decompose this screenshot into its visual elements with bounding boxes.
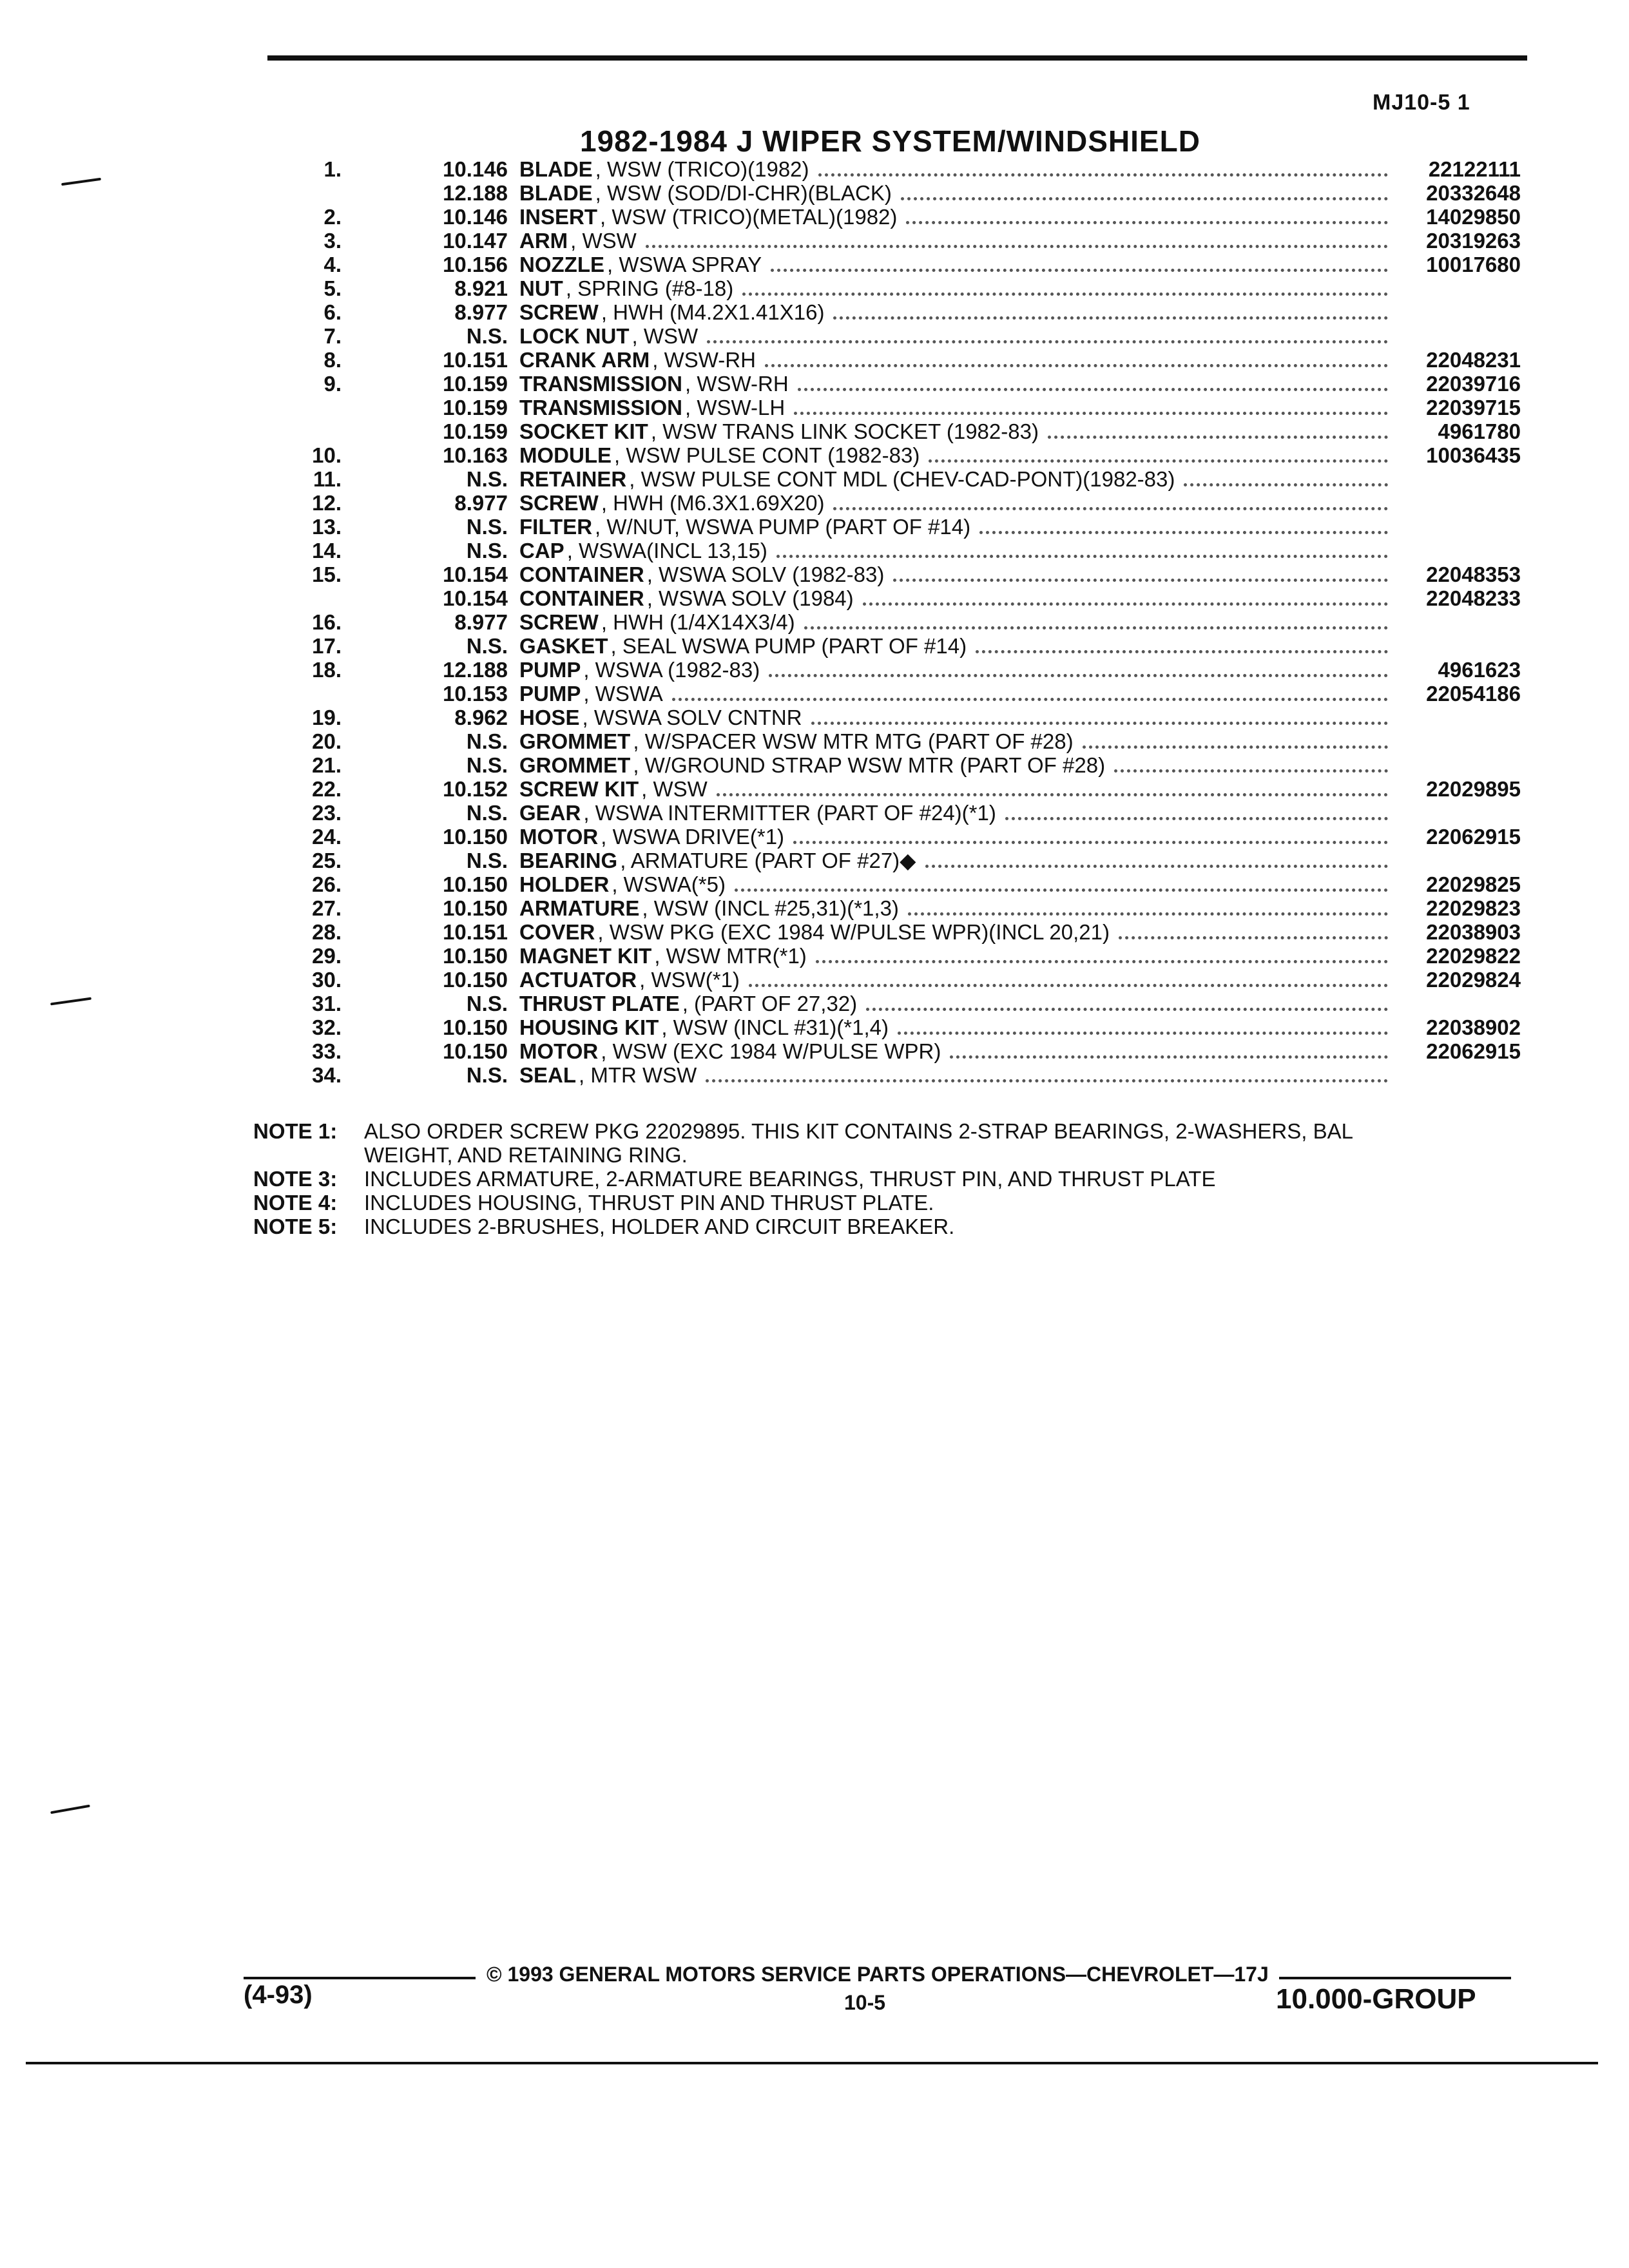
- part-name: CRANK ARM: [519, 348, 650, 372]
- part-name: MAGNET KIT: [519, 944, 652, 968]
- item-number: 9.: [323, 372, 342, 396]
- group-label: 10.000-GROUP: [1276, 1983, 1476, 2015]
- item-number: 4.: [323, 253, 342, 276]
- part-description: , HWH (M4.2X1.41X16): [601, 300, 825, 324]
- part-number: 22029895: [1426, 777, 1521, 801]
- part-row: [258, 1063, 1521, 1087]
- item-number: 23.: [312, 801, 342, 825]
- group-number: 8.977: [454, 610, 508, 634]
- part-number: 10036435: [1426, 443, 1521, 467]
- dot-leader: [646, 244, 1388, 248]
- dot-leader: [707, 340, 1388, 343]
- item-number: 3.: [323, 229, 342, 253]
- part-row: [258, 253, 1521, 276]
- part-name: SCREW: [519, 300, 599, 324]
- part-row: [258, 181, 1521, 205]
- dot-leader: [765, 363, 1388, 367]
- part-description: , (PART OF 27,32): [682, 992, 858, 1015]
- item-number: 34.: [312, 1063, 342, 1087]
- part-name: PUMP: [519, 658, 581, 682]
- dot-leader: [804, 626, 1388, 629]
- group-number: 10.159: [443, 396, 508, 419]
- part-name: LOCK NUT: [519, 324, 630, 348]
- group-number: N.S.: [466, 1063, 508, 1087]
- part-description: , WSW (EXC 1984 W/PULSE WPR): [601, 1039, 941, 1063]
- group-number: N.S.: [466, 801, 508, 825]
- group-number: 10.146: [443, 157, 508, 181]
- part-row: [258, 348, 1521, 372]
- note-text: [364, 1119, 1529, 1167]
- part-row: [258, 372, 1521, 396]
- dot-leader: [706, 1079, 1388, 1082]
- note: [253, 1191, 1529, 1215]
- group-number: 10.159: [443, 419, 508, 443]
- part-row: [258, 872, 1521, 896]
- part-name: ARM: [519, 229, 568, 253]
- part-row: [258, 539, 1521, 562]
- part-row: [258, 825, 1521, 849]
- group-number: N.S.: [466, 729, 508, 753]
- group-number: 10.159: [443, 372, 508, 396]
- part-name: MOTOR: [519, 825, 599, 849]
- part-name: TRANSMISSION: [519, 396, 683, 419]
- dot-leader: [717, 793, 1388, 796]
- group-number: 10.156: [443, 253, 508, 276]
- part-row: [258, 157, 1521, 181]
- item-number: 29.: [312, 944, 342, 968]
- part-description: , WSW-LH: [685, 396, 786, 419]
- part-row: [258, 419, 1521, 443]
- part-number: 22038903: [1426, 920, 1521, 944]
- part-name: GROMMET: [519, 729, 631, 753]
- dot-leader: [898, 1031, 1388, 1035]
- part-name: GEAR: [519, 801, 581, 825]
- page-title: 1982-1984 J WIPER SYSTEM/WINDSHIELD: [580, 124, 1200, 158]
- part-name: NUT: [519, 276, 563, 300]
- part-name: HOSE: [519, 706, 580, 729]
- part-row: [258, 562, 1521, 586]
- part-name: INSERT: [519, 205, 598, 229]
- part-name: SCREW: [519, 610, 599, 634]
- part-row: [258, 205, 1521, 229]
- group-number: 12.188: [443, 181, 508, 205]
- note-line: INCLUDES 2-BRUSHES, HOLDER AND CIRCUIT BREAKER.: [364, 1215, 955, 1238]
- group-number: 10.150: [443, 968, 508, 992]
- group-number: 8.962: [454, 706, 508, 729]
- part-name: MODULE: [519, 443, 612, 467]
- page-number: 10-5: [844, 1991, 886, 2014]
- group-number: N.S.: [466, 849, 508, 872]
- dot-leader: [950, 1055, 1388, 1059]
- part-number: 4961780: [1438, 419, 1521, 443]
- part-name: ARMATURE: [519, 896, 640, 920]
- dot-leader: [976, 649, 1388, 653]
- part-number: 22048231: [1426, 348, 1521, 372]
- item-number: 21.: [312, 753, 342, 777]
- part-number: 22062915: [1426, 825, 1521, 849]
- copyright-line: © 1993 GENERAL MOTORS SERVICE PARTS OPERATIONS—CHEVROLET—17J: [487, 1963, 1269, 1986]
- group-number: 10.152: [443, 777, 508, 801]
- part-number: 14029850: [1426, 205, 1521, 229]
- group-number: N.S.: [466, 634, 508, 658]
- note-label: NOTE 1:: [253, 1119, 338, 1143]
- part-name: TRANSMISSION: [519, 372, 683, 396]
- part-description: , WSW: [641, 777, 708, 801]
- group-number: 10.151: [443, 920, 508, 944]
- page-code: MJ10-5 1: [1373, 90, 1470, 115]
- part-number: 22062915: [1426, 1039, 1521, 1063]
- note-line: INCLUDES HOUSING, THRUST PIN AND THRUST PLATE.: [364, 1191, 934, 1215]
- part-name: BEARING: [519, 849, 618, 872]
- part-name: BLADE: [519, 181, 593, 205]
- part-row: [258, 777, 1521, 801]
- part-row: [258, 443, 1521, 467]
- item-number: 1.: [323, 157, 342, 181]
- part-description: , HWH (1/4X14X3/4): [601, 610, 795, 634]
- part-number: 22039715: [1426, 396, 1521, 419]
- group-number: 10.150: [443, 872, 508, 896]
- item-number: 14.: [312, 539, 342, 562]
- item-number: 6.: [323, 300, 342, 324]
- part-row: [258, 729, 1521, 753]
- part-row: [258, 944, 1521, 968]
- bottom-rule: [26, 2062, 1598, 2064]
- item-number: 15.: [312, 562, 342, 586]
- group-number: 10.153: [443, 682, 508, 706]
- part-description: , WSW PULSE CONT MDL (CHEV-CAD-PONT)(1982-83): [629, 467, 1175, 491]
- part-row: [258, 396, 1521, 419]
- dot-leader: [769, 673, 1388, 677]
- item-number: 24.: [312, 825, 342, 849]
- part-number: 22029823: [1426, 896, 1521, 920]
- part-name: BLADE: [519, 157, 593, 181]
- item-number: 26.: [312, 872, 342, 896]
- part-row: [258, 801, 1521, 825]
- item-number: 33.: [312, 1039, 342, 1063]
- part-row: [258, 515, 1521, 539]
- part-row: [258, 276, 1521, 300]
- item-number: 2.: [323, 205, 342, 229]
- dot-leader: [1048, 435, 1388, 439]
- part-name: SOCKET KIT: [519, 419, 648, 443]
- item-number: 32.: [312, 1015, 342, 1039]
- dot-leader: [901, 197, 1388, 200]
- part-description: , WSW (INCL #25,31)(*1,3): [642, 896, 899, 920]
- footer-rule: [244, 1977, 476, 1979]
- dot-leader: [906, 220, 1388, 224]
- dot-leader: [1119, 936, 1388, 939]
- part-description: , WSWA SPRAY: [606, 253, 762, 276]
- part-description: , WSW (TRICO)(METAL)(1982): [600, 205, 898, 229]
- part-description: , MTR WSW: [579, 1063, 697, 1087]
- note-line: INCLUDES ARMATURE, 2-ARMATURE BEARINGS, THRUST PIN, AND THRUST PLATE: [364, 1167, 1216, 1191]
- part-number: 22039716: [1426, 372, 1521, 396]
- note-text: [364, 1167, 1529, 1191]
- dot-leader: [816, 959, 1388, 963]
- part-name: COVER: [519, 920, 595, 944]
- note-label: NOTE 4:: [253, 1191, 338, 1215]
- item-number: 25.: [312, 849, 342, 872]
- item-number: 10.: [312, 443, 342, 467]
- part-name: GASKET: [519, 634, 608, 658]
- part-number: 20332648: [1426, 181, 1521, 205]
- part-description: , WSWA(*5): [612, 872, 726, 896]
- parts-list: [258, 157, 1521, 1087]
- part-description: , WSWA(INCL 13,15): [566, 539, 767, 562]
- part-description: , W/SPACER WSW MTR MTG (PART OF #28): [633, 729, 1074, 753]
- part-row: [258, 229, 1521, 253]
- item-number: 27.: [312, 896, 342, 920]
- part-description: , SPRING (#8-18): [565, 276, 734, 300]
- item-number: 17.: [312, 634, 342, 658]
- item-number: 22.: [312, 777, 342, 801]
- group-number: 8.977: [454, 491, 508, 515]
- item-number: 5.: [323, 276, 342, 300]
- note-label: NOTE 3:: [253, 1167, 338, 1191]
- part-number: 22029824: [1426, 968, 1521, 992]
- item-number: 13.: [312, 515, 342, 539]
- part-row: [258, 634, 1521, 658]
- margin-mark: [50, 997, 92, 1006]
- dot-leader: [1005, 816, 1388, 820]
- group-number: 8.921: [454, 276, 508, 300]
- group-number: 10.150: [443, 1039, 508, 1063]
- margin-mark: [61, 178, 101, 186]
- item-number: 30.: [312, 968, 342, 992]
- part-name: ACTUATOR: [519, 968, 637, 992]
- note-line: WEIGHT, AND RETAINING RING.: [364, 1143, 688, 1167]
- part-row: [258, 324, 1521, 348]
- part-name: SCREW: [519, 491, 599, 515]
- dot-leader: [771, 268, 1388, 272]
- part-row: [258, 491, 1521, 515]
- part-row: [258, 896, 1521, 920]
- part-description: , WSW TRANS LINK SOCKET (1982-83): [650, 419, 1039, 443]
- group-number: 10.147: [443, 229, 508, 253]
- group-number: N.S.: [466, 515, 508, 539]
- dot-leader: [908, 912, 1388, 916]
- dot-leader: [863, 602, 1388, 606]
- part-description: , ARMATURE (PART OF #27)◆: [620, 849, 916, 872]
- group-number: N.S.: [466, 324, 508, 348]
- part-name: MOTOR: [519, 1039, 599, 1063]
- dot-leader: [1083, 745, 1388, 749]
- part-name: CONTAINER: [519, 586, 644, 610]
- group-number: 10.154: [443, 586, 508, 610]
- part-description: , WSWA SOLV CNTNR: [582, 706, 802, 729]
- note-line: ALSO ORDER SCREW PKG 22029895. THIS KIT CONTAINS 2-STRAP BEARINGS, 2-WASHERS, BAL: [364, 1119, 1353, 1143]
- part-description: , WSW (INCL #31)(*1,4): [661, 1015, 889, 1039]
- note-text: [364, 1191, 1529, 1215]
- part-name: CAP: [519, 539, 564, 562]
- part-name: RETAINER: [519, 467, 627, 491]
- part-name: HOUSING KIT: [519, 1015, 659, 1039]
- part-row: [258, 1015, 1521, 1039]
- top-rule: [267, 55, 1527, 61]
- dot-leader: [833, 316, 1388, 320]
- part-row: [258, 300, 1521, 324]
- dot-leader: [776, 554, 1388, 558]
- part-name: SCREW KIT: [519, 777, 639, 801]
- part-row: [258, 992, 1521, 1015]
- part-name: HOLDER: [519, 872, 610, 896]
- part-row: [258, 467, 1521, 491]
- group-number: N.S.: [466, 539, 508, 562]
- note-text: [364, 1215, 1529, 1238]
- dot-leader: [811, 721, 1388, 725]
- part-description: , WSW PKG (EXC 1984 W/PULSE WPR)(INCL 20,21): [597, 920, 1110, 944]
- part-row: [258, 682, 1521, 706]
- part-description: , WSWA (1982-83): [583, 658, 760, 682]
- part-row: [258, 968, 1521, 992]
- group-number: N.S.: [466, 992, 508, 1015]
- dot-leader: [818, 173, 1388, 177]
- part-row: [258, 1039, 1521, 1063]
- part-name: GROMMET: [519, 753, 631, 777]
- part-description: , WSW(*1): [639, 968, 740, 992]
- part-number: 20319263: [1426, 229, 1521, 253]
- dot-leader: [893, 578, 1388, 582]
- item-number: 20.: [312, 729, 342, 753]
- group-number: N.S.: [466, 753, 508, 777]
- note-label: NOTE 5:: [253, 1215, 338, 1238]
- part-number: 22029822: [1426, 944, 1521, 968]
- part-description: , WSW (SOD/DI-CHR)(BLACK): [595, 181, 892, 205]
- dot-leader: [866, 1007, 1388, 1011]
- group-number: 10.150: [443, 1015, 508, 1039]
- part-name: THRUST PLATE: [519, 992, 680, 1015]
- dot-leader: [793, 840, 1388, 844]
- part-name: SEAL: [519, 1063, 577, 1087]
- item-number: 19.: [312, 706, 342, 729]
- group-number: 10.150: [443, 944, 508, 968]
- part-number: 22048353: [1426, 562, 1521, 586]
- part-number: 4961623: [1438, 658, 1521, 682]
- part-description: , WSWA INTERMITTER (PART OF #24)(*1): [583, 801, 996, 825]
- part-row: [258, 610, 1521, 634]
- part-description: , HWH (M6.3X1.69X20): [601, 491, 825, 515]
- note: [253, 1119, 1529, 1167]
- part-number: 22029825: [1426, 872, 1521, 896]
- footer-rule: [1279, 1977, 1511, 1979]
- part-row: [258, 753, 1521, 777]
- group-number: 12.188: [443, 658, 508, 682]
- part-description: , WSW-RH: [652, 348, 756, 372]
- part-row: [258, 586, 1521, 610]
- part-description: , WSW: [631, 324, 699, 348]
- part-row: [258, 706, 1521, 729]
- dot-leader: [979, 530, 1388, 534]
- item-number: 11.: [313, 467, 342, 491]
- item-number: 16.: [312, 610, 342, 634]
- part-row: [258, 658, 1521, 682]
- dot-leader: [1184, 483, 1388, 486]
- dot-leader: [742, 292, 1388, 296]
- revision-date: (4-93): [244, 1981, 313, 2009]
- part-row: [258, 849, 1521, 872]
- dot-leader: [833, 506, 1388, 510]
- item-number: 28.: [312, 920, 342, 944]
- part-description: , WSWA SOLV (1982-83): [646, 562, 885, 586]
- dot-leader: [735, 888, 1388, 892]
- dot-leader: [929, 459, 1388, 463]
- group-number: 10.163: [443, 443, 508, 467]
- part-number: 10017680: [1426, 253, 1521, 276]
- item-number: 7.: [323, 324, 342, 348]
- part-name: NOZZLE: [519, 253, 604, 276]
- dot-leader: [925, 864, 1388, 868]
- group-number: 10.150: [443, 825, 508, 849]
- part-number: 22122111: [1428, 157, 1521, 181]
- part-description: , WSWA SOLV (1984): [646, 586, 854, 610]
- item-number: 31.: [312, 992, 342, 1015]
- part-name: PUMP: [519, 682, 581, 706]
- part-description: , WSW (TRICO)(1982): [595, 157, 809, 181]
- part-name: CONTAINER: [519, 562, 644, 586]
- note: [253, 1215, 1529, 1238]
- group-number: 10.146: [443, 205, 508, 229]
- group-number: 10.150: [443, 896, 508, 920]
- dot-leader: [672, 697, 1388, 701]
- note: [253, 1167, 1529, 1191]
- part-number: 22038902: [1426, 1015, 1521, 1039]
- part-description: , WSW MTR(*1): [654, 944, 807, 968]
- group-number: N.S.: [466, 467, 508, 491]
- dot-leader: [794, 411, 1388, 415]
- item-number: 8.: [323, 348, 342, 372]
- part-row: [258, 920, 1521, 944]
- dot-leader: [749, 983, 1388, 987]
- part-description: , WSW PULSE CONT (1982-83): [614, 443, 920, 467]
- group-number: 10.151: [443, 348, 508, 372]
- part-description: , WSW: [570, 229, 637, 253]
- part-description: , W/GROUND STRAP WSW MTR (PART OF #28): [633, 753, 1106, 777]
- dot-leader: [798, 387, 1388, 391]
- part-description: , WSW-RH: [685, 372, 789, 396]
- item-number: 18.: [312, 658, 342, 682]
- part-description: , SEAL WSWA PUMP (PART OF #14): [610, 634, 967, 658]
- part-number: 22048233: [1426, 586, 1521, 610]
- part-description: , W/NUT, WSWA PUMP (PART OF #14): [595, 515, 971, 539]
- margin-mark: [50, 1805, 90, 1814]
- part-description: , WSWA DRIVE(*1): [601, 825, 785, 849]
- notes-section: [253, 1119, 1529, 1238]
- part-description: , WSWA: [583, 682, 663, 706]
- part-number: 22054186: [1426, 682, 1521, 706]
- dot-leader: [1114, 769, 1388, 773]
- group-number: 8.977: [454, 300, 508, 324]
- item-number: 12.: [312, 491, 342, 515]
- part-name: FILTER: [519, 515, 593, 539]
- group-number: 10.154: [443, 562, 508, 586]
